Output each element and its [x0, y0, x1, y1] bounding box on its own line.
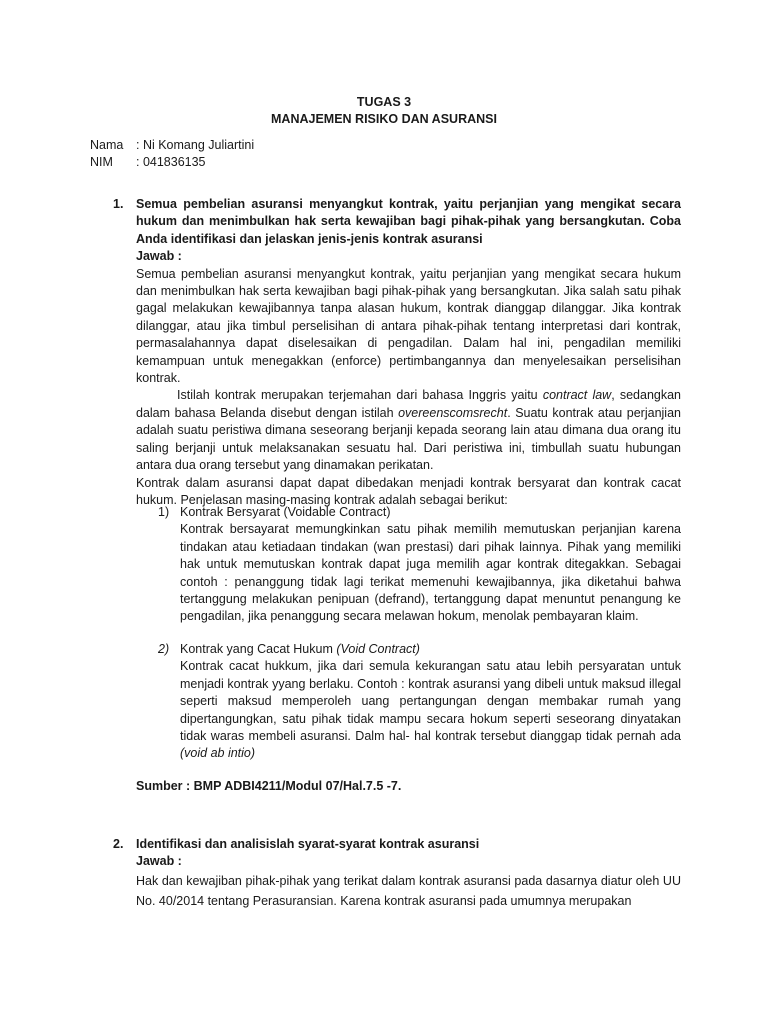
list-item-2-body-italic: (void ab intio)	[180, 746, 256, 761]
list-item-2-title-text: Kontrak yang Cacat Hukum	[180, 642, 337, 656]
identity-nim-row	[90, 154, 206, 171]
question-1-text: Semua pembelian asuransi menyangkut kontrak, yaitu perjanjian yang mengikat secara hukum dan menimbulkan hak serta kewajiban bagi pihak-pihak yang bersangkutan. Coba Anda identifikasi dan jelaskan jenis-jenis kontrak asuransi	[136, 197, 681, 246]
question-1-block	[136, 196, 681, 509]
doc-title-line1: TUGAS 3	[356, 95, 412, 109]
para2-italic-contract-law: contract law	[542, 388, 612, 403]
list-item-2-title-italic: (Void Contract)	[336, 642, 420, 656]
name-label: Nama	[90, 138, 124, 152]
nim-label: NIM	[90, 155, 113, 169]
para2-italic-overeenscomsrecht: overeenscomsrecht	[398, 405, 508, 420]
doc-title-line2: MANAJEMEN RISIKO DAN ASURANSI	[271, 112, 497, 126]
list-item-2-body	[180, 658, 681, 762]
list-item-2-number	[158, 641, 169, 658]
answer-2-paragraph-1: Hak dan kewajiban pihak-pihak yang terikat dalam kontrak asuransi pada dasarnya diatur oleh UU No. 40/2014 tentang Perasuransian. Karena kontrak asuransi pada umumnya merupakan	[136, 873, 681, 908]
question-2-answer-label: Jawab :	[136, 854, 182, 869]
list-item-2-num-text: 2)	[158, 642, 170, 656]
name-value: : Ni Komang Juliartini	[136, 138, 255, 152]
list-item-1	[180, 504, 681, 626]
list-item-2-body-text: Kontrak cacat hukkum, jika dari semula kekurangan satu atau lebih persyaratan untuk menjadi kontrak yyang berlaku. Contoh : kontrak asuransi yang dibeli untuk maksud illegal seperti maksud memperoleh uang pertangungan dengan membakar rumah yang dipertangungkan, satu pihak tidak mampu secara hokum seperti seseorang dinyatakan tidak waras membeli asuransi. Dalm hal- hal kontrak tersebut dianggap tidak pernah ada	[180, 659, 681, 744]
answer-1-paragraph-1: Semua pembelian asuransi menyangkut kontrak, yaitu perjanjian yang mengikat secara hukum dan menimbulkan hak serta kewajiban bagi pihak-pihak yang bersangkutan. Jika salah satu pihak gagal melakukan kewajibannya tanpa alasan hukum, kontrak dianggap dilanggar. Jika kontrak dilanggar, atau jika timbul perselisihan di antara pihak-pihak tentang interpretasi dari kontrak, permasalahannya dapat diselesaikan di pengadilan. Dalam hal ini, pengadilan memiliki kemampuan untuk menegakkan (enforce) pertimbangannya dan menyelesaikan perselisihan kontrak.	[136, 266, 681, 386]
answer-1-paragraph-3: Kontrak dalam asuransi dapat dapat dibedakan menjadi kontrak bersyarat dan kontrak cacat hukum. Penjelasan masing-masing kontrak adalah sebagai berikut:	[136, 475, 681, 507]
list-item-1-number: 1)	[158, 505, 170, 519]
question-1-number: 1.	[113, 197, 124, 211]
para2-text-b: , sedangkan dalam bahasa Belanda disebut dengan istilah	[136, 388, 682, 420]
source-citation: Sumber : BMP ADBI4211/Modul 07/Hal.7.5 -7.	[136, 779, 402, 793]
nim-value: : 041836135	[136, 155, 206, 169]
identity-name-row	[90, 137, 254, 154]
list-item-2-title	[180, 641, 681, 658]
para2-text-c: . Suatu kontrak atau perjanjian adalah suatu peristiwa dimana seseorang berjanji kepada seorang lain atau dimana dua orang itu saling berjanji untuk melaksanakan sesuatu hal. Dari peristiwa ini, timbullah suatu hubungan antara dua orang tersebut yang dinamakan perikatan.	[136, 405, 681, 473]
answer-1-paragraph-2	[136, 387, 681, 474]
para2-text-a: Istilah kontrak merupakan terjemahan dari bahasa Inggris yaitu	[177, 388, 543, 403]
question-2-block	[136, 836, 681, 911]
list-item-1-body: Kontrak bersayarat memungkinkan satu pihak memilih memutuskan perjanjian karena tindakan atau ketiadaan tindakan (wan prestasi) dari pihak lainnya. Pihak yang memiliki hak untuk memutuskan kontrak dapat juga memilih agar kontrak ditegakkan. Sebagai contoh : penanggung tidak lagi terikat memenuhi kewajibannya, jika diketahui bahwa tertanggung melakukan penipuan (defrand), tertanggung dapat menuntut penangung ke pengadilan, jika penanggung secara melawan hokum, menolak pembayaran klaim.	[180, 522, 681, 624]
question-2-text: Identifikasi dan analisislah syarat-syarat kontrak asuransi	[136, 837, 480, 851]
list-item-2	[180, 641, 681, 763]
question-1-answer-label: Jawab :	[136, 249, 182, 264]
question-2-number: 2.	[113, 837, 124, 851]
list-item-1-title: Kontrak Bersyarat (Voidable Contract)	[180, 505, 391, 519]
